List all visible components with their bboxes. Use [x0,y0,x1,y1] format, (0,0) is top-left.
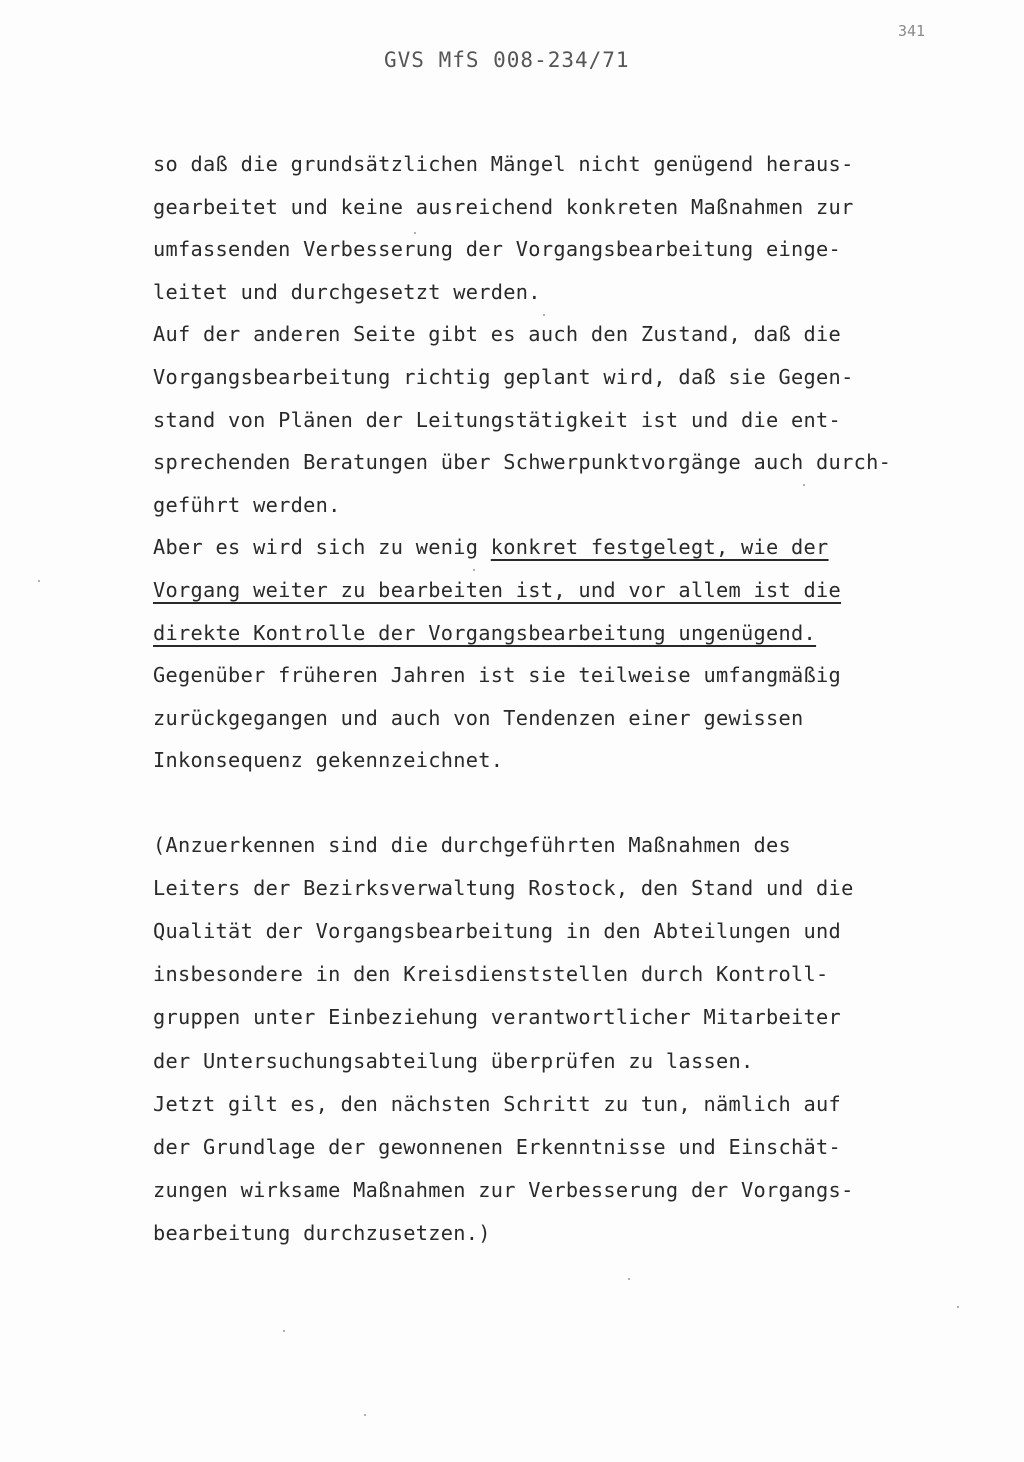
text-line-content: direkte Kontrolle der Vorgangsbearbeitung ungenügend. [153,620,817,645]
text-line [153,407,841,433]
text-line [153,620,816,646]
text-line [153,492,341,518]
text-line-content: zurückgegangen und auch von Tendenzen einer gewissen [153,705,804,730]
text-line-content: der Grundlage der gewonnenen Erkenntnisse und Einschät- [153,1134,842,1159]
text-line [153,236,841,262]
text-line [153,1004,841,1030]
document-reference-header: GVS MfS 008-234/71 [384,48,630,72]
text-line [153,151,854,177]
text-line-content: sprechenden Beratungen über Schwerpunktvorgänge auch durch- [153,450,892,475]
text-line-content: zungen wirksame Maßnahmen zur Verbesserung der Vorgangs- [153,1177,854,1202]
text-line [153,364,854,390]
text-line-content: geführt werden. [153,492,341,517]
paper-speck [364,1414,366,1416]
text-line [153,449,891,475]
text-line-content: bearbeitung durchzusetzen.) [153,1220,491,1245]
text-line-content: gruppen unter Einbeziehung verantwortlicher Mitarbeiter [153,1005,842,1030]
paper-speck [283,1330,285,1332]
paper-speck [38,580,40,582]
text-line-content: Jetzt gilt es, den nächsten Schritt zu tun, nämlich auf [153,1091,842,1116]
paper-speck [414,232,416,234]
text-line [153,705,804,731]
text-line [153,1048,754,1074]
underlined-text: konkret festgelegt, wie der [490,535,829,560]
text-line [153,747,503,773]
text-line-content: Auf der anderen Seite gibt es auch den Zustand, daß die [153,322,842,347]
paper-speck [473,569,475,571]
text-line-content: so daß die grundsätzlichen Mängel nicht genügend heraus- [153,152,854,176]
text-line [153,1091,841,1117]
text-line [153,534,829,560]
text-line-content: der Untersuchungsabteilung überprüfen zu lassen. [153,1048,754,1073]
text-line-content: stand von Plänen der Leitungstätigkeit ist und die ent- [153,407,842,432]
text-line-content: insbesondere in den Kreisdienststellen durch Kontroll- [153,962,829,987]
text-line-content: Qualität der Vorgangsbearbeitung in den Abteilungen und [153,919,842,944]
text-line [153,1220,491,1246]
text-line [153,1177,854,1203]
text-line [153,875,854,901]
text-line-content: Vorgangsbearbeitung richtig geplant wird, daß sie Gegen- [153,365,854,389]
text-line [153,662,841,688]
paper-speck [543,314,545,316]
text-line [153,918,841,944]
paper-speck [803,484,805,486]
text-line-content: Aber es wird sich zu wenig [153,535,491,560]
text-line-content: (Anzuerkennen sind die durchgeführten Maßnahmen des [153,833,792,857]
text-line [153,577,841,603]
page-number: 341 [898,22,926,40]
text-line [153,832,791,858]
text-line-content: umfassenden Verbesserung der Vorgangsbearbeitung einge- [153,237,842,262]
paper-speck [957,1306,959,1308]
paper-speck [628,1278,630,1280]
text-line-content: leitet und durchgesetzt werden. [153,279,541,304]
text-line-content: Leiters der Bezirksverwaltung Rostock, den Stand und die [153,876,854,901]
text-line [153,961,829,987]
text-line [153,1134,841,1160]
text-line [153,194,854,220]
text-line-content: Inkonsequenz gekennzeichnet. [153,748,504,773]
text-line-content: Vorgang weiter zu bearbeiten ist, und vor allem ist die [153,578,842,602]
text-line [153,321,841,347]
text-line-content: gearbeitet und keine ausreichend konkreten Maßnahmen zur [153,194,854,219]
text-line [153,279,541,305]
text-line-content: Gegenüber früheren Jahren ist sie teilweise umfangmäßig [153,663,842,688]
